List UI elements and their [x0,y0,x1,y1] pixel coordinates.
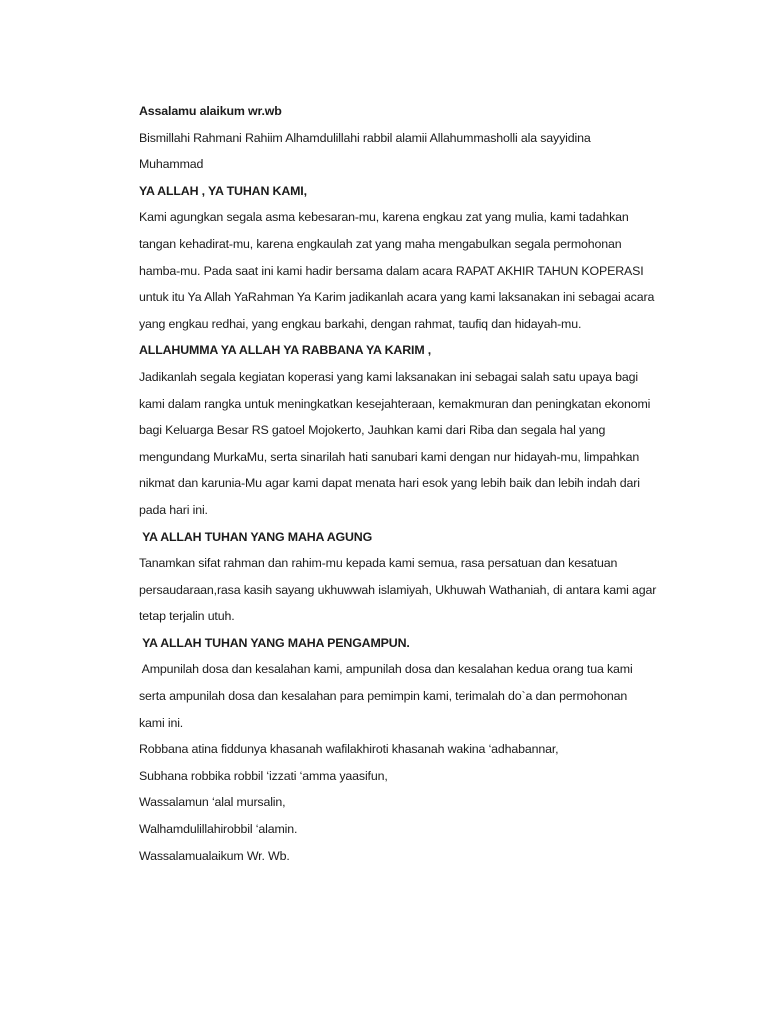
text-line: tetap terjalin utuh. [139,609,235,624]
text-line: Bismillahi Rahmani Rahiim Alhamdulillahi rabbil alamii Allahummasholli ala sayyidina [139,130,591,145]
section-heading: YA ALLAH TUHAN YANG MAHA AGUNG [139,529,373,544]
text-line: Ampunilah dosa dan kesalahan kami, ampunilah dosa dan kesalahan kedua orang tua kami [139,662,633,677]
greeting-line: Assalamu alaikum wr.wb [139,104,282,118]
text-line: bagi Keluarga Besar RS gatoel Mojokerto, Jauhkan kami dari Riba dan segala hal yang [139,423,606,438]
text-line: Muhammad [139,157,204,172]
text-line: Kami agungkan segala asma kebesaran-mu, karena engkau zat yang mulia, kami tadahkan [139,210,629,225]
text-line: serta ampunilah dosa dan kesalahan para pemimpin kami, terimalah do`a dan permohonan [139,689,628,704]
section-heading: YA ALLAH TUHAN YANG MAHA PENGAMPUN. [139,635,410,650]
closing-prayer-line: Wassalamun ‘alal mursalin, [139,795,286,810]
text-line: nikmat dan karunia-Mu agar kami dapat menata hari esok yang lebih baik dan lebih indah dari [139,476,640,491]
text-line: persaudaraan,rasa kasih sayang ukhuwwah islamiyah, Ukhuwah Wathaniah, di antara kami agar [139,582,657,597]
text-line: tangan kehadirat-mu, karena engkaulah zat yang maha mengabulkan segala permohonan [139,236,622,251]
closing-prayer-line: Robbana atina fiddunya khasanah wafilakhiroti khasanah wakina ‘adhabannar, [139,742,559,757]
text-line: yang engkau redhai, yang engkau barkahi, dengan rahmat, taufiq dan hidayah-mu. [139,316,582,331]
section-heading: YA ALLAH , YA TUHAN KAMI, [139,183,307,198]
document-body [139,98,659,869]
closing-greeting-line: Wassalamualaikum Wr. Wb. [139,848,290,863]
text-line: pada hari ini. [139,502,208,517]
text-line: Jadikanlah segala kegiatan koperasi yang kami laksanakan ini sebagai salah satu upaya bagi [139,369,638,384]
text-line: untuk itu Ya Allah YaRahman Ya Karim jadikanlah acara yang kami laksanakan ini sebagai acara [139,290,655,305]
closing-prayer-line: Subhana robbika robbil ‘izzati ‘amma yaasifun, [139,768,388,783]
text-line: kami dalam rangka untuk meningkatkan kesejahteraan, kemakmuran dan peningkatan ekonomi [139,396,651,411]
closing-prayer-line: Walhamdulillahirobbil ‘alamin. [139,822,298,837]
section-heading: ALLAHUMMA YA ALLAH YA RABBANA YA KARIM , [139,343,432,358]
text-line: hamba-mu. Pada saat ini kami hadir bersama dalam acara RAPAT AKHIR TAHUN KOPERASI [139,263,644,278]
text-line: kami ini. [139,715,184,730]
text-line: Tanamkan sifat rahman dan rahim-mu kepada kami semua, rasa persatuan dan kesatuan [139,556,618,571]
text-line: mengundang MurkaMu, serta sinarilah hati sanubari kami dengan nur hidayah-mu, limpahkan [139,449,640,464]
